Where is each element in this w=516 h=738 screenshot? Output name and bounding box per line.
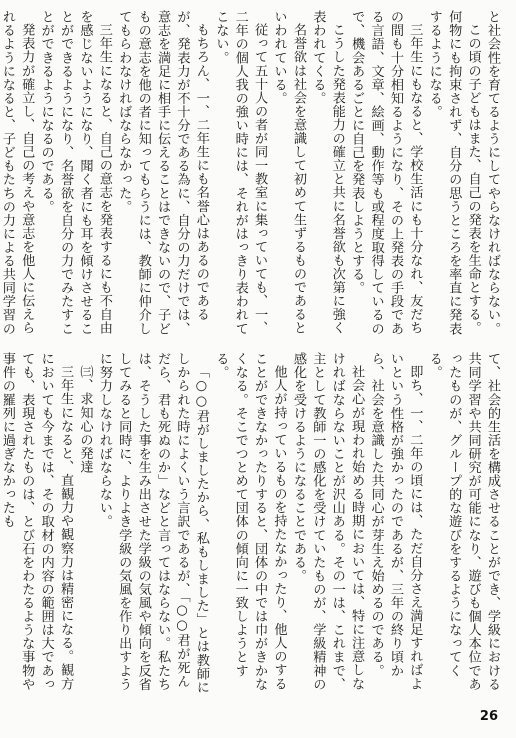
paragraph: 発表力が確立し、自己の考えや意志を他人に伝えられるようになると、子どもたちの力による共同学習の	[0, 10, 35, 336]
paragraph: 三年生にもなると、学校生活にも十分なれ、友だちの間も十分相知るようになり、その上発表の手段である言語、文章、絵画、動作等も或程度取得しているので、機会あるごとに自己を発表しようとする。	[349, 10, 423, 336]
page-number: 26	[479, 709, 498, 724]
paragraph: この頃の子どもはまた、自己の発表を生命とする。何物にも拘束されず、自分の思うところを率直に発表するようになる。	[426, 10, 481, 336]
paragraph: 即ち、一、二年の頃には、ただ自分さえ満足すればよいという性格が強かったのであるが、三年の終り頃から、社会を意識した共同心が芽生え始めるのである。	[368, 352, 423, 691]
lower-text-block	[0, 352, 502, 694]
paragraph: ㈢、求知心の発達	[77, 365, 93, 474]
paragraph: もちろん、一、二年生にも名誉心はあるのであるが、発表力が不十分である為に、自分の力だけでは、意志を満足に相手に伝えることはできないので、子どもの意志を他の者に知ってもらうには、教師に仲介してもらわなければならなかった。	[116, 10, 209, 336]
paragraph: 社会心が現われ始める時期においては、特に注意しなければならないことが沢山ある。その一は、これまで、主として教師一の感化を受けていたものが、学級精神の感化を受けるようになることである。	[290, 352, 365, 691]
paragraph: 他人が持っているものを持たなかったり、他人のすることができなかったりすると、団体の中では巾がきかなくなる。そこでつとめて団体の傾向に一致しようとする。	[213, 352, 287, 691]
paragraph: こうした発表能力の確立と共に名誉欲も次第に強く表われてくる。	[310, 10, 345, 335]
paragraph: 名誉欲は社会を意識して初めて生ずるものであるといわれている。	[271, 10, 306, 335]
paragraph: 三年生になると、自己の意志を発表するにも不自由を感じないようになり、聞く者にも耳を傾けさせることができるようになり、名誉欲を自分の力でみたすことができるようになるのである。	[38, 10, 112, 336]
paragraph: と社会性を育てるようにしてやらなければならない。	[485, 10, 500, 336]
upper-text-block	[0, 10, 502, 342]
paragraph: 「○○君がしましたから、私もしました」とは教師にしかられた時によくいう言訳であるが、「○○君が死んだら、君も死ぬのか」などと言ってはならない。私たちは、そうした事を生み出させた学級の気風や傾向を反省してみると同時に、よりよき学級の気風を作り出すように努力しなければならない。	[96, 352, 209, 694]
paragraph: 従って五十人の者が同一教室に集っていても、一、二年の個人我の強い時には、それがはっきり表われてこない。	[213, 10, 268, 336]
paragraph: て、社会的生活を構成させることができ、学級における共同学習や共同研究が可能になり、遊びも個人本位であったものが、グループ的な遊びをするようになってくる。	[426, 352, 500, 691]
paragraph: 三年生になると、直観力や観察力は精密になる。観方においても今までは、その取材の内容の範囲は大であっても、表現されたものは、とび石をわたるような事物や事件の羅列に過ぎなかったも	[0, 352, 74, 691]
